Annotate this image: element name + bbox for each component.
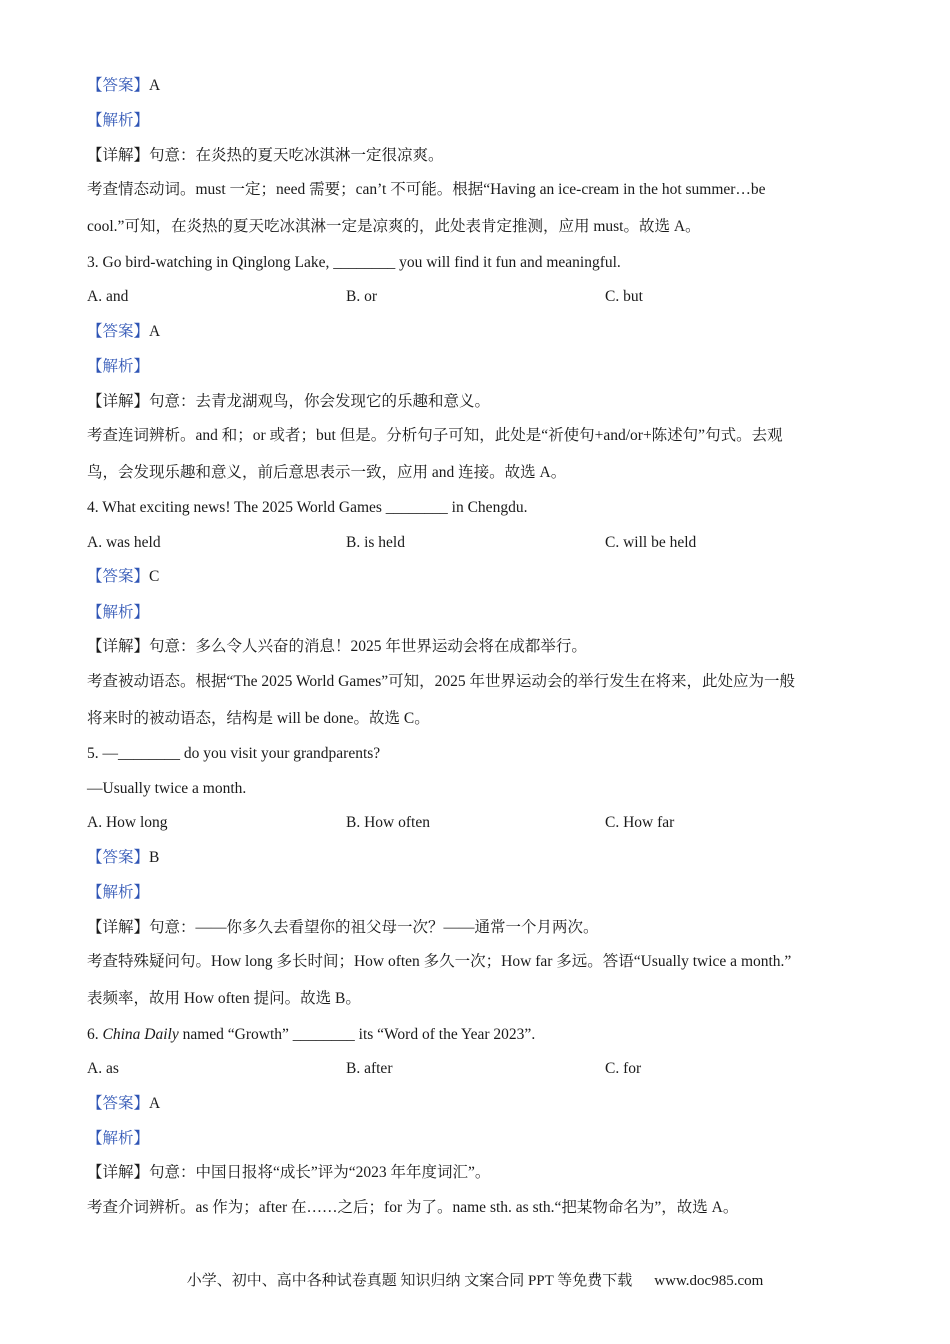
q3-stem: 3. Go bird-watching in Qinglong Lake, ________ you will find it fun and meaningful. bbox=[87, 254, 621, 271]
q6-stem bbox=[87, 1025, 535, 1045]
q5-detail-line bbox=[87, 918, 599, 938]
q3-option-c: C. but bbox=[605, 288, 643, 305]
detail-tag: 【详解】 bbox=[87, 919, 150, 936]
footer-text: 小学、初中、高中各种试卷真题 知识归纳 文案合同 PPT 等免费下载 bbox=[186, 1273, 633, 1289]
q6-stem-italic: China Daily bbox=[102, 1026, 179, 1043]
q6-detail: 句意：中国日报将“成长”评为“2023 年年度词汇”。 bbox=[149, 1164, 491, 1181]
q4-detail-line bbox=[87, 637, 587, 657]
analysis-tag: 【解析】 bbox=[87, 884, 150, 901]
q3-answer-line bbox=[87, 322, 160, 342]
analysis-tag: 【解析】 bbox=[87, 112, 150, 129]
answer-tag: 【答案】 bbox=[87, 323, 150, 340]
q5-option-a: A. How long bbox=[87, 814, 168, 831]
q5-option-c: C. How far bbox=[605, 814, 675, 831]
q2-analysis-line bbox=[87, 111, 149, 131]
q3-explain-2: 鸟，会发现乐趣和意义，前后意思表示一致，应用 and 连接。故选 A。 bbox=[87, 464, 567, 481]
q3-option-a: A. and bbox=[87, 288, 129, 305]
q5-answer-line bbox=[87, 848, 159, 868]
analysis-tag: 【解析】 bbox=[87, 604, 150, 621]
q4-option-a: A. was held bbox=[87, 534, 161, 551]
q6-stem-rest: named “Growth” ________ its “Word of the Year 2023”. bbox=[178, 1026, 536, 1043]
analysis-tag: 【解析】 bbox=[87, 1130, 150, 1147]
q4-analysis-line bbox=[87, 603, 149, 623]
q2-detail-line bbox=[87, 146, 444, 166]
answer-tag: 【答案】 bbox=[87, 1095, 150, 1112]
q5-reply: —Usually twice a month. bbox=[87, 780, 247, 797]
q3-option-b: B. or bbox=[346, 288, 377, 305]
q4-option-b: B. is held bbox=[346, 534, 405, 551]
q6-option-c: C. for bbox=[605, 1060, 642, 1077]
q4-answer: C bbox=[149, 568, 160, 585]
q2-answer-line bbox=[87, 76, 160, 96]
q3-analysis-line bbox=[87, 357, 149, 377]
q6-option-a: A. as bbox=[87, 1060, 119, 1077]
q6-analysis-line bbox=[87, 1129, 149, 1149]
q4-detail: 句意：多么令人兴奋的消息！2025 年世界运动会将在成都举行。 bbox=[149, 638, 587, 655]
q3-answer: A bbox=[149, 323, 161, 340]
detail-tag: 【详解】 bbox=[87, 393, 150, 410]
q6-detail-line bbox=[87, 1163, 490, 1183]
q3-detail: 句意：去青龙湖观鸟，你会发现它的乐趣和意义。 bbox=[149, 393, 491, 410]
q4-stem: 4. What exciting news! The 2025 World Games ________ in Chengdu. bbox=[87, 499, 528, 516]
q2-explain-2: cool.”可知，在炎热的夏天吃冰淇淋一定是凉爽的，此处表肯定推测，应用 must。故选 A。 bbox=[87, 218, 701, 235]
q2-answer: A bbox=[149, 77, 161, 94]
q5-analysis-line bbox=[87, 883, 149, 903]
answer-tag: 【答案】 bbox=[87, 849, 150, 866]
q4-explain-2: 将来时的被动语态，结构是 will be done。故选 C。 bbox=[87, 710, 430, 727]
detail-tag: 【详解】 bbox=[87, 147, 150, 164]
analysis-tag: 【解析】 bbox=[87, 358, 150, 375]
q4-option-c: C. will be held bbox=[605, 534, 697, 551]
q5-option-b: B. How often bbox=[346, 814, 430, 831]
footer-url[interactable]: www.doc985.com bbox=[654, 1273, 764, 1289]
detail-tag: 【详解】 bbox=[87, 1164, 150, 1181]
q6-answer-line bbox=[87, 1094, 160, 1114]
q5-explain-1: 考查特殊疑问句。How long 多长时间；How often 多久一次；How far 多远。答语“Usually twice a month.” bbox=[87, 953, 792, 970]
q6-stem-number: 6. bbox=[87, 1026, 103, 1043]
q5-explain-2: 表频率，故用 How often 提问。故选 B。 bbox=[87, 990, 361, 1007]
q5-answer: B bbox=[149, 849, 160, 866]
q6-answer: A bbox=[149, 1095, 161, 1112]
q6-option-b: B. after bbox=[346, 1060, 393, 1077]
q3-detail-line bbox=[87, 392, 490, 412]
q3-explain-1: 考查连词辨析。and 和；or 或者；but 但是。分析句子可知，此处是“祈使句+and/or+陈述句”句式。去观 bbox=[87, 427, 783, 444]
q4-explain-1: 考查被动语态。根据“The 2025 World Games”可知，2025 年世界运动会的举行发生在将来，此处应为一般 bbox=[87, 673, 795, 690]
page-footer bbox=[0, 1269, 950, 1290]
q4-answer-line bbox=[87, 567, 159, 587]
q6-explain-1: 考查介词辨析。as 作为；after 在……之后；for 为了。name sth. as sth.“把某物命名为”，故选 A。 bbox=[87, 1199, 739, 1216]
q2-explain-1: 考查情态动词。must 一定；need 需要；can’t 不可能。根据“Having an ice-cream in the hot summer…be bbox=[87, 181, 766, 198]
detail-tag: 【详解】 bbox=[87, 638, 150, 655]
answer-tag: 【答案】 bbox=[87, 77, 150, 94]
q2-detail: 句意：在炎热的夏天吃冰淇淋一定很凉爽。 bbox=[149, 147, 444, 164]
q5-stem: 5. —________ do you visit your grandparents? bbox=[87, 745, 381, 762]
q5-detail: 句意：——你多久去看望你的祖父母一次？——通常一个月两次。 bbox=[149, 919, 599, 936]
answer-tag: 【答案】 bbox=[87, 568, 150, 585]
